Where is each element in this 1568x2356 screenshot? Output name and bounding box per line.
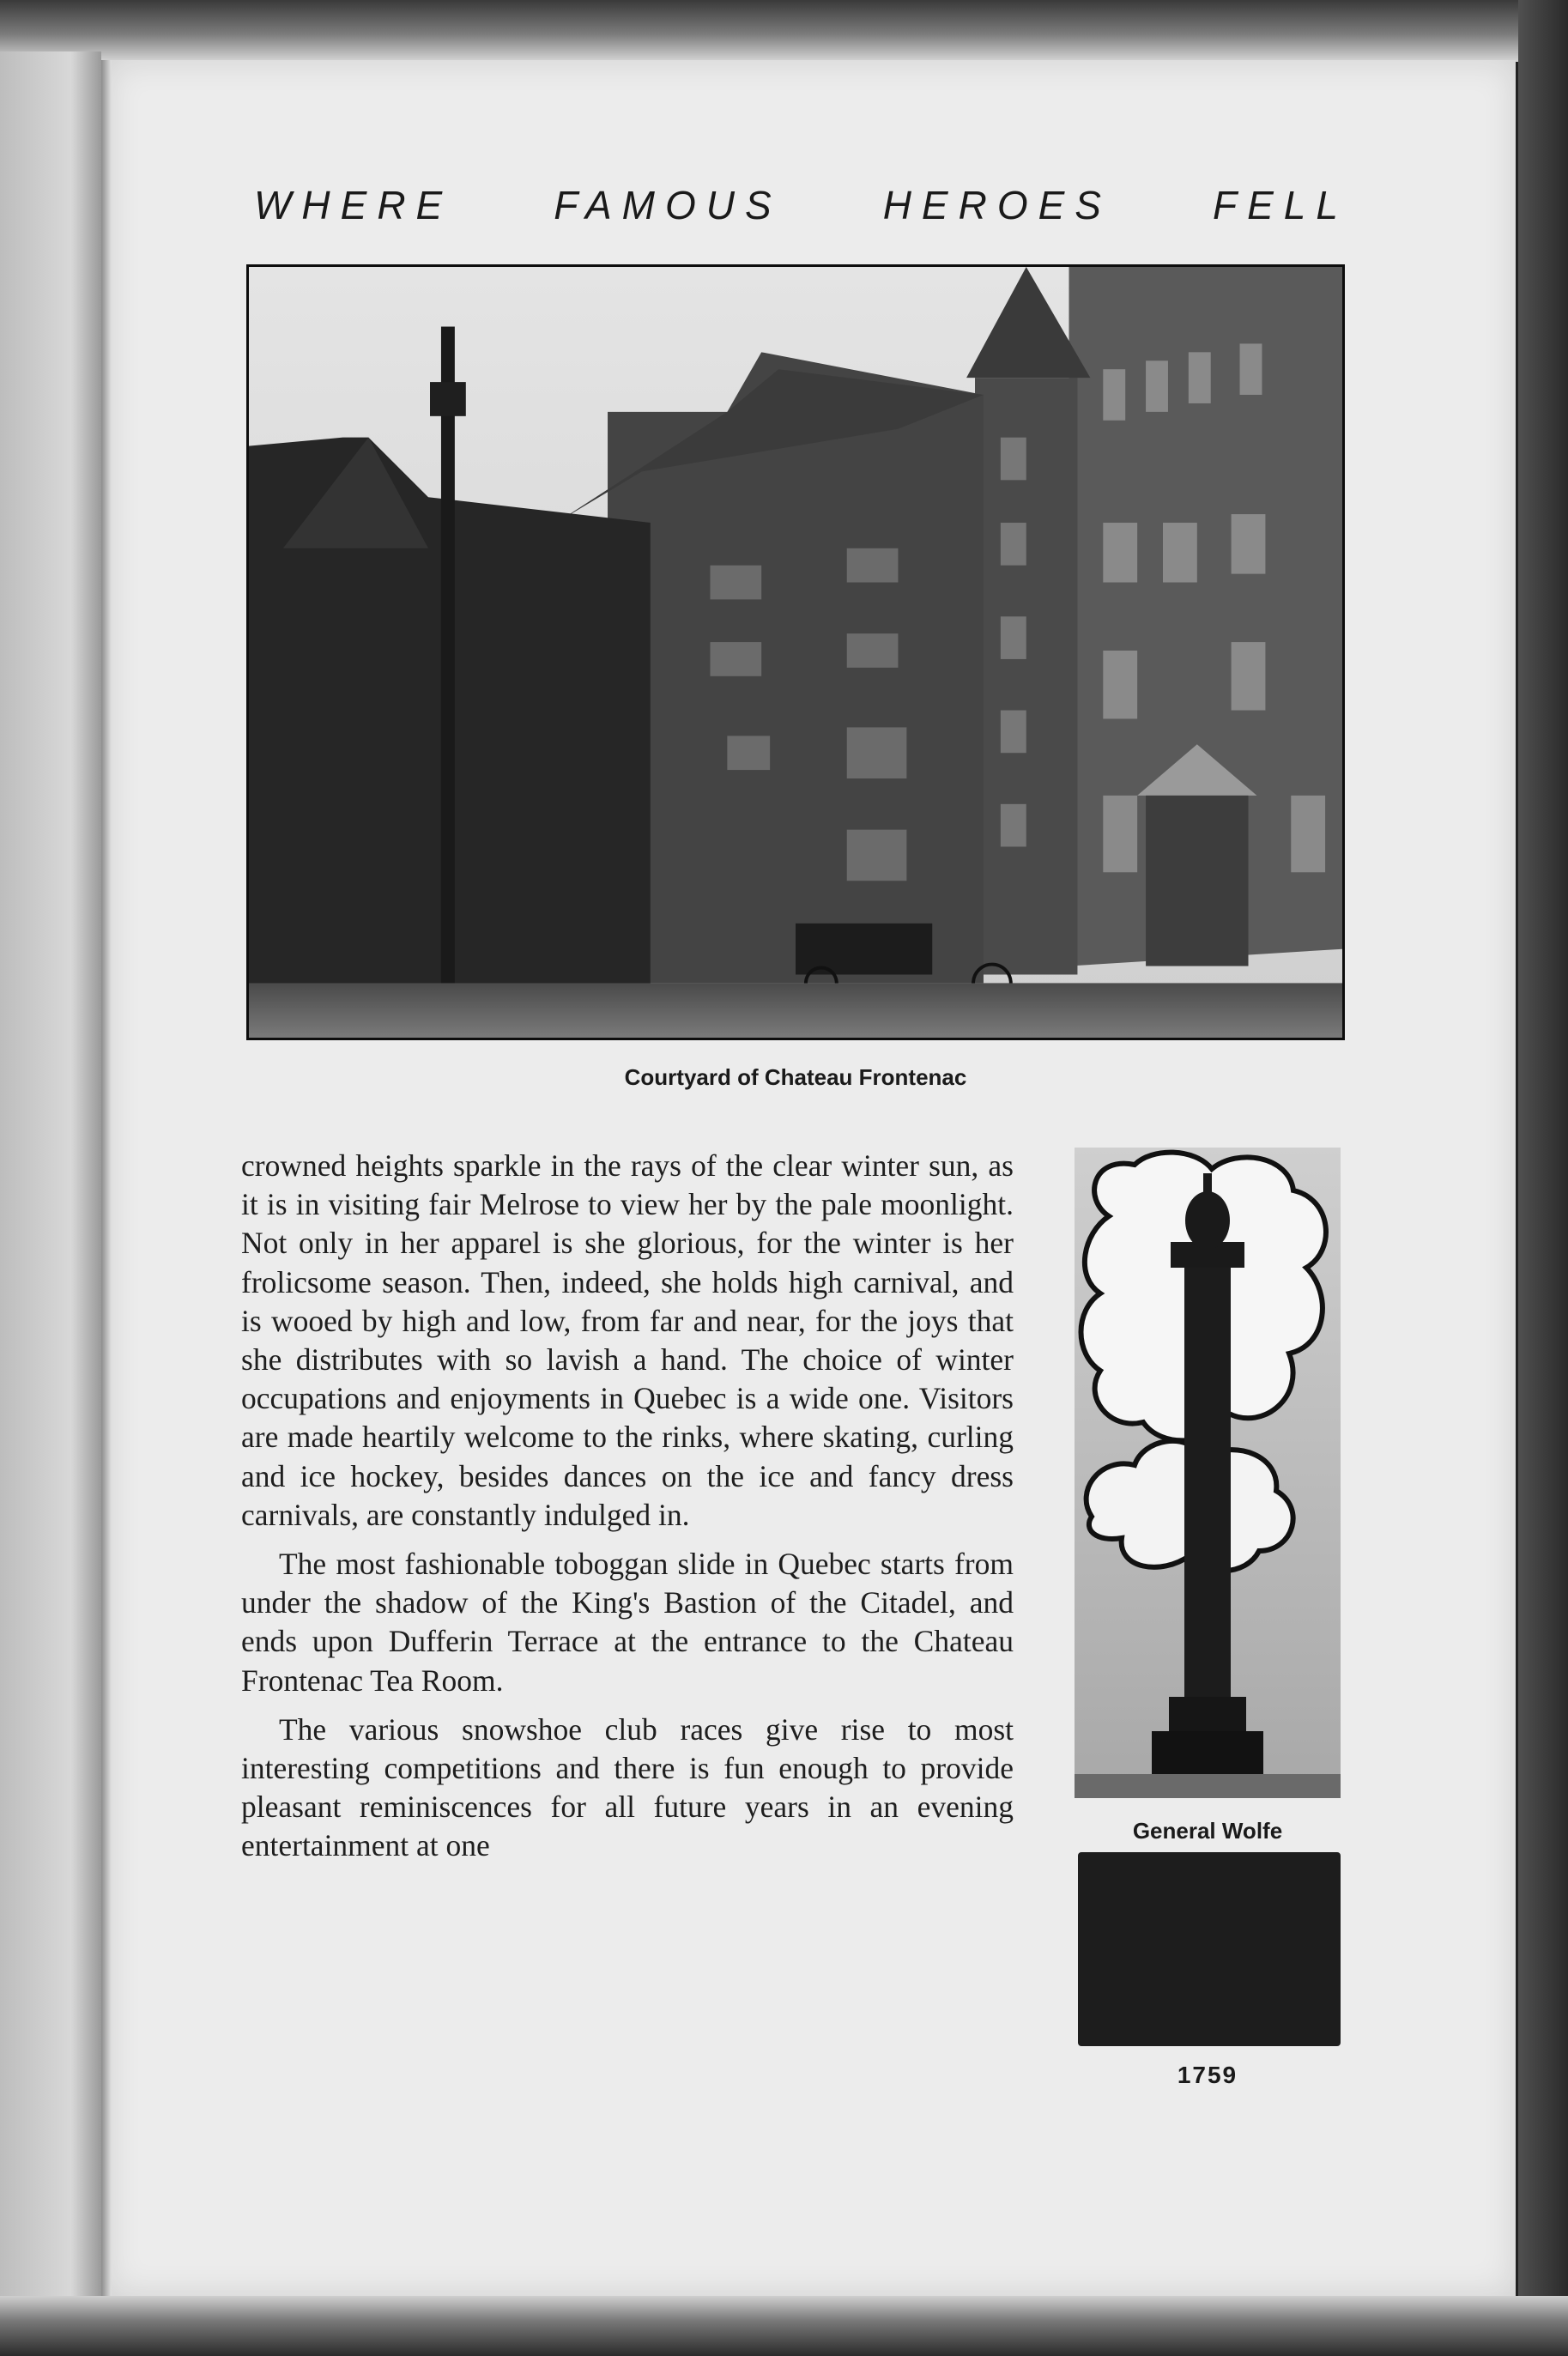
- inscription-plate: [1078, 1852, 1341, 2046]
- gutter-shadow: [101, 60, 112, 2296]
- running-head: [254, 182, 1348, 228]
- wolfe-monument-drawing: [1075, 1148, 1341, 1798]
- photo-caption: Courtyard of Chateau Frontenac: [624, 1064, 967, 1090]
- body-paragraph: The most fashionable toboggan slide in Quebec starts from under the shadow of the King's Bastion of the Citadel, and ends upon Dufferin Terrace at the entrance to the Chateau Frontenac Tea Room.: [241, 1547, 1014, 1698]
- scan-bottom-edge: [0, 2296, 1568, 2356]
- chateau-courtyard-photo: [246, 264, 1345, 1040]
- plate-year: 1759: [1177, 2062, 1238, 2088]
- courtyard-photo-drawing: [249, 267, 1342, 1038]
- body-paragraph: crowned heights sparkle in the rays of the clear winter sun, as it is in visiting fair Melrose to view her by the pale moonlight. Not only in her apparel is she glorious, for the winter is her frolicsome season. Then, indeed, she holds high carnival, and is wooed by high and low, from far and near, for the joys that she distributes with so lavish a hand. The choice of winter occupations and enjoyments in Quebec is a wide one. Visitors are made heartily welcome to the rinks, where skating, curling and ice hockey, besides dances on the ice and fancy dress carnivals, are constantly indulged in.: [241, 1148, 1014, 1532]
- body-paragraph: The various snowshoe club races give rise to most interesting competitions and there is fun enough to provide pleasant reminiscences for all future years in an evening entertainment at one: [241, 1711, 1014, 1863]
- running-head-word: FAMOUS: [554, 183, 782, 227]
- running-head-word: WHERE: [254, 183, 453, 227]
- body-text: [241, 1147, 1014, 1876]
- scan-top-edge: [0, 0, 1568, 62]
- general-wolfe-monument-illustration: [1075, 1148, 1341, 1798]
- scan-right-edge: [1518, 0, 1568, 2356]
- running-head-word: HEROES: [882, 183, 1111, 227]
- running-head-word: FELL: [1213, 183, 1348, 227]
- facing-page-edge: [0, 51, 101, 2309]
- wolfe-caption: General Wolfe: [1132, 1818, 1283, 1844]
